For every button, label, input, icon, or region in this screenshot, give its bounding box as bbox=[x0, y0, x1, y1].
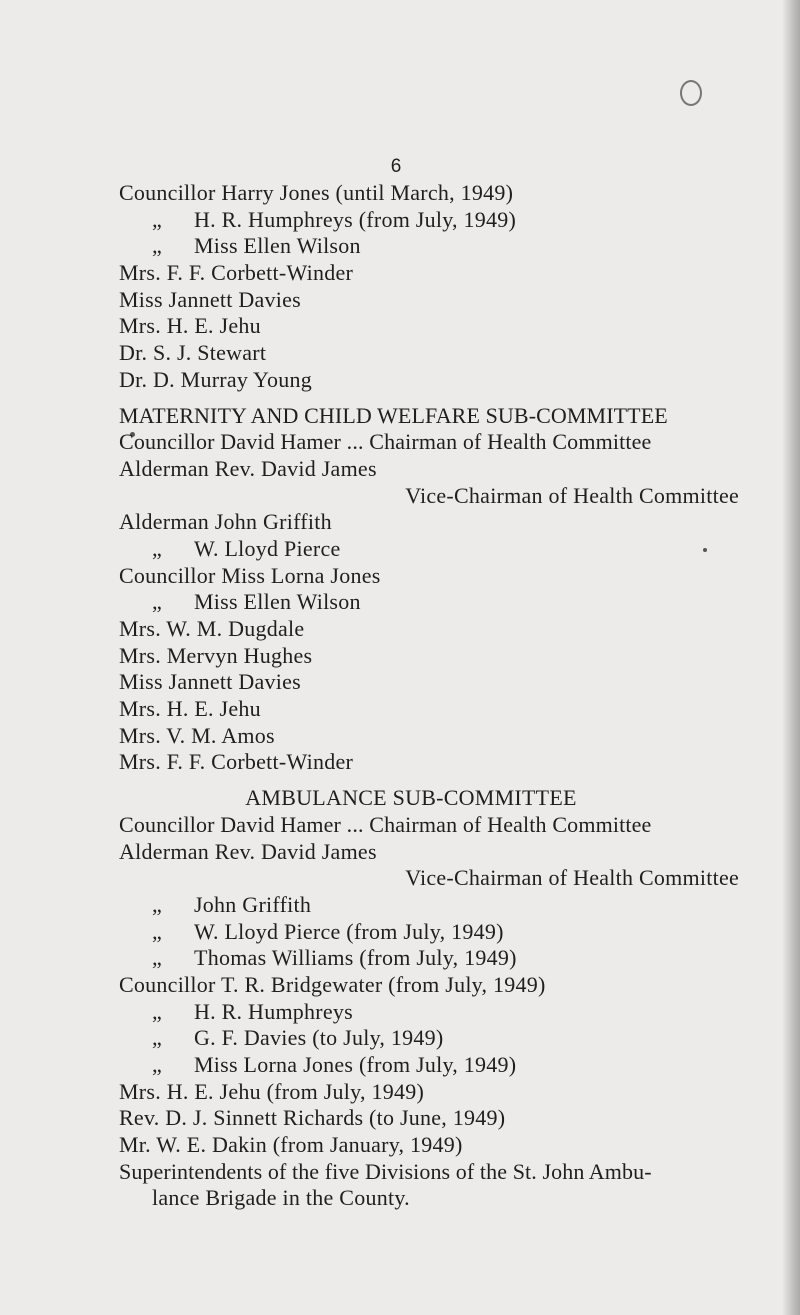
ambulance-member-line bbox=[119, 1052, 739, 1079]
member-line bbox=[119, 207, 739, 234]
maternity-member-line bbox=[119, 536, 739, 563]
maternity-member-line bbox=[119, 616, 739, 643]
maternity-member-line bbox=[119, 749, 739, 776]
ambulance-member-line-text: Councillor T. R. Bridgewater (from July, 1949) bbox=[119, 971, 546, 997]
ambulance-member-line-text: Thomas Williams (from July, 1949) bbox=[194, 945, 517, 971]
maternity-member-line bbox=[119, 669, 739, 696]
maternity-heading: MATERNITY AND CHILD WELFARE SUB-COMMITTEE bbox=[119, 402, 668, 428]
ambulance-member-line-text: Rev. D. J. Sinnett Richards (to June, 1949) bbox=[119, 1105, 506, 1131]
maternity-vice-title: Vice-Chairman of Health Committee bbox=[405, 482, 739, 508]
maternity-member-line-text: Alderman John Griffith bbox=[119, 509, 332, 535]
ditto-mark: „ bbox=[152, 1025, 163, 1051]
page-number: 6 bbox=[390, 156, 402, 177]
committee-members-continued bbox=[119, 180, 739, 394]
maternity-member-line-text: Councillor Miss Lorna Jones bbox=[119, 562, 381, 588]
member-line-text: Mrs. F. F. Corbett-Winder bbox=[119, 260, 354, 286]
ditto-mark: „ bbox=[152, 206, 163, 232]
member-line-text: H. R. Humphreys (from July, 1949) bbox=[194, 206, 517, 232]
ditto-mark: „ bbox=[152, 918, 163, 944]
ambulance-member-line bbox=[119, 919, 739, 946]
member-line-text: Mrs. H. E. Jehu bbox=[119, 313, 261, 339]
member-line bbox=[119, 313, 739, 340]
member-line bbox=[119, 260, 739, 287]
maternity-chairman: Councillor David Hamer ... Chairman of Health Committee bbox=[119, 429, 652, 455]
ditto-mark: „ bbox=[152, 945, 163, 971]
ambulance-members bbox=[119, 892, 739, 1159]
member-line bbox=[119, 340, 739, 367]
member-line-text: Miss Jannett Davies bbox=[119, 286, 301, 312]
maternity-member-line bbox=[119, 723, 739, 750]
ambulance-member-line-text: John Griffith bbox=[194, 891, 312, 917]
maternity-member-line bbox=[119, 696, 739, 723]
ditto-mark: „ bbox=[152, 1052, 163, 1077]
ditto-mark: „ bbox=[152, 998, 163, 1024]
ambulance-heading: AMBULANCE SUB-COMMITTEE bbox=[245, 785, 577, 811]
ambulance-member-line-text: H. R. Humphreys bbox=[194, 998, 353, 1024]
ring-mark-icon bbox=[680, 80, 702, 106]
member-line bbox=[119, 180, 739, 207]
ambulance-member-line bbox=[119, 945, 739, 972]
ambulance-member-line-text: W. Lloyd Pierce (from July, 1949) bbox=[194, 918, 504, 944]
maternity-member-line-text: Mrs. W. M. Dugdale bbox=[119, 616, 305, 641]
ditto-mark: „ bbox=[152, 891, 163, 917]
ditto-mark: „ bbox=[152, 233, 163, 259]
maternity-member-line-text: Mrs. H. E. Jehu bbox=[119, 696, 261, 722]
ambulance-member-line-text: Mr. W. E. Dakin (from January, 1949) bbox=[119, 1132, 463, 1158]
ambulance-closing-line-1: Superintendents of the five Divisions of the St. John Ambu- bbox=[119, 1158, 652, 1184]
maternity-member-line-text: Miss Jannett Davies bbox=[119, 669, 301, 695]
member-line bbox=[119, 233, 739, 260]
member-line bbox=[119, 367, 739, 394]
ambulance-member-line-text: G. F. Davies (to July, 1949) bbox=[194, 1025, 444, 1051]
maternity-member-line-text: Mrs. Mervyn Hughes bbox=[119, 642, 313, 668]
maternity-member-line bbox=[119, 643, 739, 670]
ambulance-member-line bbox=[119, 972, 739, 999]
ambulance-member-line-text: Miss Lorna Jones (from July, 1949) bbox=[194, 1052, 517, 1077]
member-line-text: Councillor Harry Jones (until March, 1949) bbox=[119, 180, 514, 205]
ditto-mark: „ bbox=[152, 535, 163, 561]
committee-text bbox=[119, 180, 739, 1212]
maternity-member-line bbox=[119, 563, 739, 590]
member-line-text: Dr. D. Murray Young bbox=[119, 366, 312, 392]
ambulance-member-line bbox=[119, 999, 739, 1026]
ambulance-chairman: Councillor David Hamer ... Chairman of Health Committee bbox=[119, 811, 652, 837]
maternity-member-line-text: Mrs. V. M. Amos bbox=[119, 722, 275, 748]
page-edge-shadow bbox=[782, 0, 800, 1315]
ambulance-member-line bbox=[119, 1079, 739, 1106]
maternity-vice-name: Alderman Rev. David James bbox=[119, 455, 377, 481]
maternity-member-line bbox=[119, 589, 739, 616]
ambulance-member-line bbox=[119, 1025, 739, 1052]
ditto-mark: „ bbox=[152, 589, 163, 615]
ambulance-member-line bbox=[119, 1105, 739, 1132]
ambulance-member-line bbox=[119, 892, 739, 919]
maternity-member-line bbox=[119, 509, 739, 536]
maternity-member-line-text: W. Lloyd Pierce bbox=[194, 535, 341, 561]
maternity-member-line-text: Miss Ellen Wilson bbox=[194, 589, 361, 615]
maternity-members bbox=[119, 509, 739, 776]
member-line bbox=[119, 287, 739, 314]
maternity-member-line-text: Mrs. F. F. Corbett-Winder bbox=[119, 749, 354, 775]
member-line-text: Miss Ellen Wilson bbox=[194, 233, 361, 259]
ambulance-closing-line-2: lance Brigade in the County. bbox=[152, 1185, 410, 1211]
ambulance-vice-name: Alderman Rev. David James bbox=[119, 838, 377, 864]
ambulance-member-line bbox=[119, 1132, 739, 1159]
member-line-text: Dr. S. J. Stewart bbox=[119, 340, 267, 366]
ambulance-vice-title: Vice-Chairman of Health Committee bbox=[405, 865, 739, 891]
ambulance-member-line-text: Mrs. H. E. Jehu (from July, 1949) bbox=[119, 1078, 425, 1104]
